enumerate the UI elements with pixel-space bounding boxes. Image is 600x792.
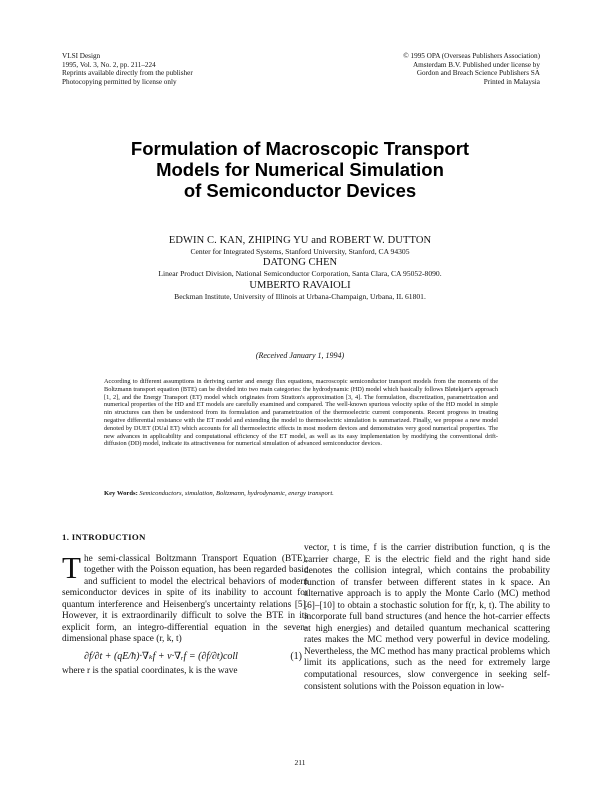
header-line: VLSI Design xyxy=(62,52,101,60)
equation-body: ∂f/∂t + (qE/ħ)·∇ₖf + v·∇ᵣf = (∂f/∂t)coll xyxy=(84,650,238,662)
intro-paragraph xyxy=(62,549,308,646)
column-left xyxy=(62,532,308,678)
drop-cap: T xyxy=(62,549,81,585)
author-block xyxy=(0,235,600,301)
header-line: Gordon and Breach Science Publishers SA xyxy=(416,69,540,78)
intro-text: he semi-classical Boltzmann Transport Equation (BTE), together with the Poisson equation, has been regarded basic and sufficient to model the electrical behaviors of modern semiconductor devices in spite of its inability to account for quantum interference and Heisenberg's uncertainty relations [5]. However, it is extraordinarily difficult to solve the BTE in its explicit form, an integro-differential equation in the seven-dimensional phase space (r, k, t) xyxy=(62,553,308,645)
keywords-label: Key Words: xyxy=(104,490,138,497)
intro-text-continued: where r is the spatial coordinates, k is the wave xyxy=(62,666,238,677)
equation-number: (1) xyxy=(290,650,302,662)
header-line: 1995, Vol. 3, No. 2, pp. 211–224 xyxy=(62,60,156,69)
journal-header-left xyxy=(62,52,193,86)
keywords-text: Semiconductors, simulation, Boltzmann, hydrodynamic, energy transport. xyxy=(139,490,334,497)
title-line: Models for Numerical Simulation xyxy=(156,159,444,180)
paper-title xyxy=(0,138,600,201)
journal-header-right xyxy=(403,52,540,86)
author-affiliation: Center for Integrated Systems, Stanford University, Stanford, CA 94305 xyxy=(190,246,410,256)
header-line: Printed in Malaysia xyxy=(483,77,540,86)
author-names: UMBERTO RAVAIOLI xyxy=(249,279,351,291)
section-heading: 1. INTRODUCTION xyxy=(62,532,146,542)
equation-1 xyxy=(84,651,308,663)
header-line: Reprints available directly from the publisher xyxy=(62,69,193,78)
author-names: DATONG CHEN xyxy=(262,257,338,268)
header-line: Amsterdam B.V. Published under license by xyxy=(412,60,540,69)
author-affiliation: Beckman Institute, University of Illinois at Urbana-Champaign, Urbana, IL 61801. xyxy=(174,291,426,301)
header-line: © 1995 OPA (Overseas Publishers Association) xyxy=(403,52,540,60)
author-names: EDWIN C. KAN, ZHIPING YU and ROBERT W. DUTTON xyxy=(168,235,432,246)
abstract: According to different assumptions in deriving carrier and energy flux equations, macroscopic semiconductor transport models from the moments of the Boltzmann transport equation (BTE) can be divided into two main categories: the hydrodynamic (HD) model which basically follows Bløtekjær's approach [1, 2], and the Energy Transport (ET) model which originates from Stratton's approximation [3, 4]. The formulation, discretization, parametrization and numerical properties of the HD and ET models are carefully examined and compared. The well-known spurious velocity spike of the HD model in simple nin structures can then be understood from its formulation and parametrization of the thermoelectric current components. Recent progress in treating negative differential resistance with the ET model and extending the model to thermoelectric simulation is summarized. Finally, we propose a new model denoted by DUET (DUal ET) which accounts for all thermoelectric effects in most modern devices and demonstrates very good numerical properties. The new advances in applicability and computational efficiency of the ET model, as well as its easy implementation by modifying the conventional drift-diffusion (DD) model, indicate its attractiveness for numerical simulation of advanced semiconductor devices. xyxy=(104,378,498,448)
column-right: vector, t is time, f is the carrier distribution function, q is the carrier charge, E is the electric field and the right hand side denotes the collision integral, which contains the probability function of transfer between different states in k space. An alternative approach is to apply the Monte Carlo (MC) method [6]–[10] to obtain a stochastic solution for f(r, k, t). The ability to incorporate full band structures (and hence the hot-carrier effects at high energies) and detailed quantum mechanical scattering rates makes the MC method very powerful in device modeling. Nevertheless, the MC method has many practical problems which limit its applications, such as the need for extremely large computational resources, slow convergence in seeking self-consistent solutions with the Poisson equation in low- xyxy=(304,543,550,692)
page-number: 211 xyxy=(294,758,306,767)
header-line: Photocopying permitted by license only xyxy=(62,77,177,86)
title-line: of Semiconductor Devices xyxy=(183,180,417,201)
author-affiliation: Linear Product Division, National Semiconductor Corporation, Santa Clara, CA 95052-8090. xyxy=(158,269,442,278)
title-line: Formulation of Macroscopic Transport xyxy=(130,138,470,159)
keywords xyxy=(104,490,498,497)
received-date: (Received January 1, 1994) xyxy=(255,351,345,360)
